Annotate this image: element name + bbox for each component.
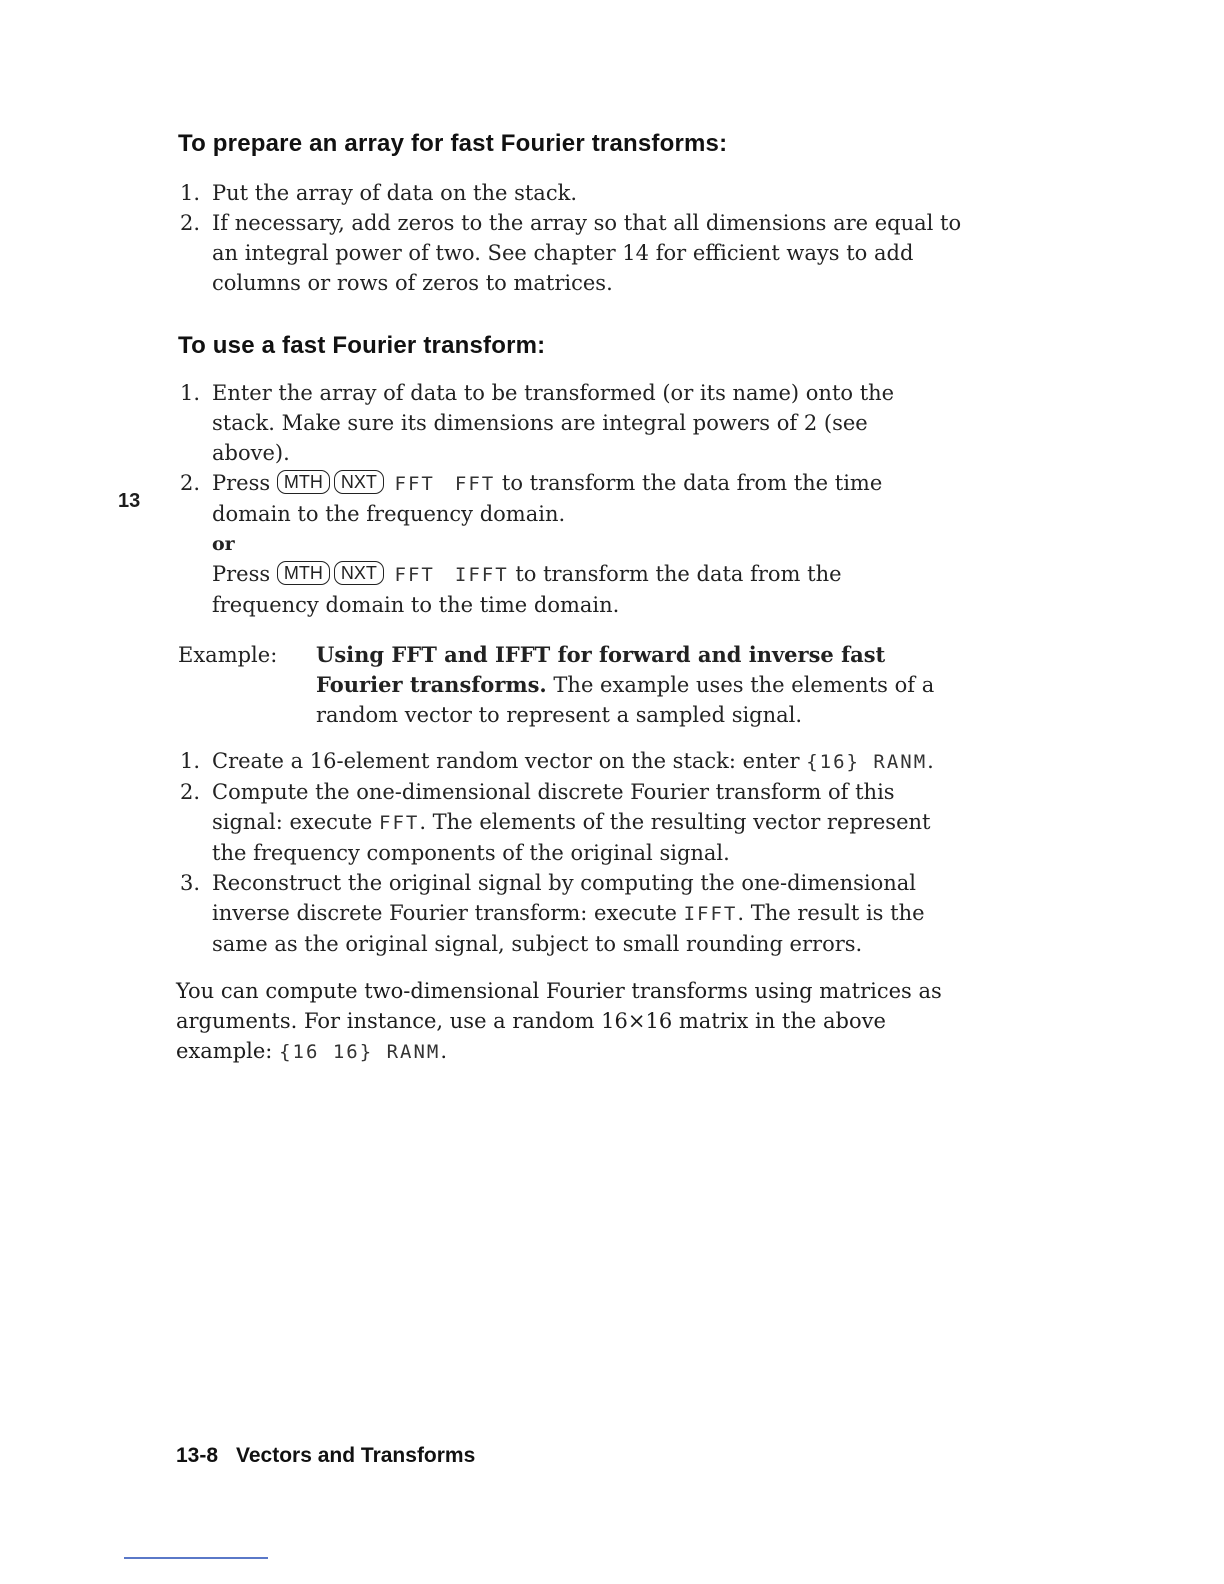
menu-key-fft: FFT (394, 564, 435, 586)
use-steps-list (178, 378, 948, 620)
list-item (178, 468, 948, 620)
list-item (178, 208, 978, 298)
chapter-title: Vectors and Transforms (236, 1444, 476, 1467)
example-text: The example uses the elements of a random vector to represent a sampled signal. (316, 673, 935, 727)
step-text: Compute the one-dimensional discrete Fourier transform of this signal: execute (212, 780, 895, 834)
menu-key-ifft-command: IFFT (454, 564, 509, 586)
section-heading-use: To use a fast Fourier transform: (178, 332, 546, 359)
step-number: 2. (180, 211, 201, 235)
command-text: {16} RANM (806, 751, 928, 773)
nxt-key: NXT (334, 470, 384, 494)
press-word: Press (212, 562, 271, 586)
step-number: 1. (180, 181, 201, 205)
mth-key: MTH (277, 470, 330, 494)
example-body (316, 640, 978, 730)
step-text-end: . (927, 749, 934, 773)
step-text: Put the array of data on the stack. (212, 181, 577, 205)
bottom-rule (124, 1557, 268, 1559)
step-number: 1. (180, 381, 201, 405)
step-text: to transform the data from the frequency domain to the time domain. (212, 562, 842, 617)
example-title: Using FFT and IFFT for forward and inverse fast Fourier transforms. (316, 642, 886, 697)
closing-paragraph (176, 976, 976, 1067)
example-steps-list (178, 746, 968, 959)
command-text: {16 16} RANM (279, 1041, 441, 1063)
step-number: 2. (180, 780, 201, 804)
prepare-steps-list (178, 178, 978, 298)
menu-key-fft-command: FFT (454, 473, 496, 495)
paragraph-end: . (440, 1039, 448, 1063)
menu-key-fft: FFT (394, 473, 435, 495)
step-number: 2. (180, 471, 201, 495)
chapter-tab: 13 (118, 490, 141, 512)
list-item (178, 178, 978, 208)
step-text-end: . The elements of the resulting vector represent the frequency components of the original signal. (212, 810, 931, 865)
step-text-end: . The result is the same as the original signal, subject to small rounding errors. (212, 901, 925, 956)
list-item (178, 868, 968, 959)
step-number: 3. (180, 871, 201, 895)
press-word: Press (212, 471, 271, 495)
section-heading-prepare: To prepare an array for fast Fourier transforms: (178, 130, 728, 157)
nxt-key: NXT (334, 561, 384, 585)
step-text: If necessary, add zeros to the array so that all dimensions are equal to an integral power of two. See chapter 14 for efficient ways to add columns or rows of zeros to matrices. (212, 211, 962, 295)
step-text: Enter the array of data to be transformed (or its name) onto the stack. Make sure its dimensions are integral powers of 2 (see above). (212, 381, 895, 465)
example-block (178, 640, 978, 730)
page-number: 13-8 (176, 1444, 219, 1467)
paragraph-text: You can compute two-dimensional Fourier transforms using matrices as arguments. For instance, use a random 16×16 matrix in the above example: (176, 979, 942, 1063)
step-text: Create a 16-element random vector on the stack: enter (212, 749, 800, 773)
list-item (178, 378, 948, 468)
step-number: 1. (180, 749, 201, 773)
list-item (178, 777, 968, 868)
step-text: to transform the data from the time domain to the frequency domain. (212, 471, 883, 526)
mth-key: MTH (277, 561, 330, 585)
step-text: Reconstruct the original signal by computing the one-dimensional inverse discrete Fourier transform: execute (212, 871, 917, 925)
or-separator: or (212, 533, 235, 555)
command-text: IFFT (683, 903, 738, 925)
list-item (178, 746, 968, 777)
page-footer (176, 1444, 475, 1468)
example-label: Example: (178, 643, 278, 667)
command-text: FFT (379, 812, 420, 834)
